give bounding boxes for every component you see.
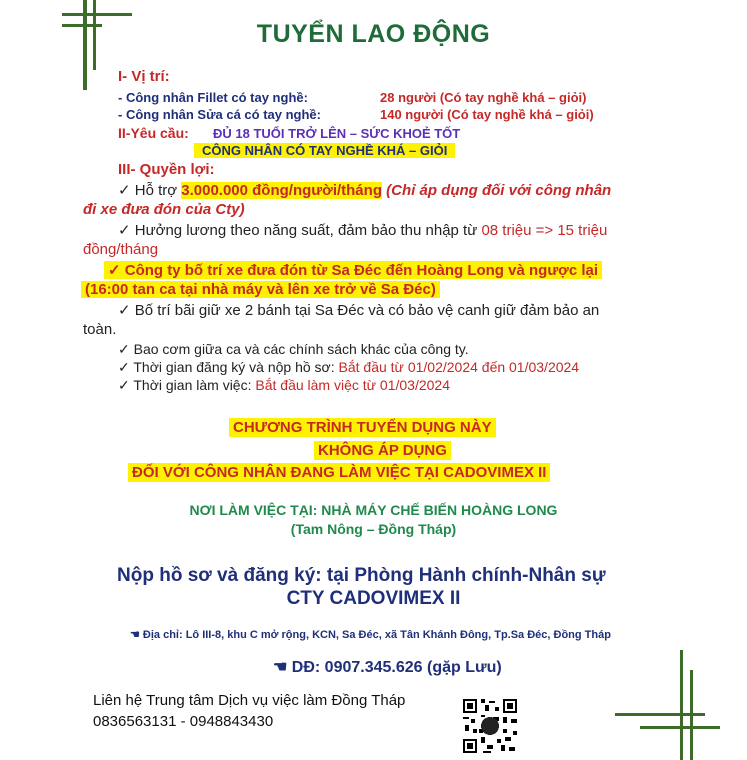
frame-bar bbox=[62, 13, 132, 16]
requirements-heading: II-Yêu cầu: bbox=[118, 125, 189, 141]
benefit-support bbox=[118, 181, 611, 199]
notice-line-1: CHƯƠNG TRÌNH TUYỂN DỤNG NÀY bbox=[229, 418, 496, 437]
notice-line-3: ĐỐI VỚI CÔNG NHÂN ĐANG LÀM VIỆC TẠI CADOVIMEX II bbox=[128, 463, 550, 482]
benefit-meals: ✓ Bao cơm giữa ca và các chính sách khác của công ty. bbox=[118, 341, 469, 357]
apply-line-2: CTY CADOVIMEX II bbox=[286, 588, 461, 609]
position-role-2: - Công nhân Sửa cá có tay nghề: bbox=[118, 107, 321, 122]
frame-bar bbox=[615, 713, 705, 716]
page-title: TUYỂN LAO ĐỘNG bbox=[256, 20, 491, 48]
contact-line-1: Liên hệ Trung tâm Dịch vụ việc làm Đồng Tháp bbox=[93, 692, 406, 709]
frame-bar bbox=[680, 650, 683, 760]
phone: ☚ DĐ: 0907.345.626 (gặp Lưu) bbox=[273, 659, 502, 676]
benefit-work-time bbox=[118, 377, 450, 394]
frame-bar bbox=[640, 726, 720, 729]
benefit-bus-2: (16:00 tan ca tại nhà máy và lên xe trở về Sa Đéc) bbox=[81, 281, 440, 298]
support-prefix: ✓ Hỗ trợ bbox=[118, 182, 178, 199]
work-value: Bắt đầu làm việc từ 01/03/2024 bbox=[255, 377, 450, 393]
register-value: Bắt đầu từ 01/02/2024 đến 01/03/2024 bbox=[338, 359, 580, 375]
support-amount: 3.000.000 đồng/người/tháng bbox=[181, 182, 382, 199]
support-note-2: đi xe đưa đón của Cty) bbox=[83, 201, 245, 218]
benefit-parking-2: toàn. bbox=[83, 321, 117, 338]
requirements-line-1: ĐỦ 18 TUỔI TRỞ LÊN – SỨC KHOẺ TỐT bbox=[213, 126, 461, 141]
workplace-line-2: (Tam Nông – Đồng Tháp) bbox=[290, 521, 457, 537]
benefit-salary bbox=[118, 221, 607, 239]
contact-line-2: 0836563131 - 0948843430 bbox=[93, 713, 274, 730]
notice-line-2: KHÔNG ÁP DỤNG bbox=[314, 441, 451, 460]
address: ☚ Địa chỉ: Lô III-8, khu C mở rộng, KCN, Sa Đéc, xã Tân Khánh Đông, Tp.Sa Đéc, Đồng Tháp bbox=[130, 629, 611, 641]
qr-code-icon bbox=[461, 697, 519, 755]
benefit-bus-1: ✓ Công ty bố trí xe đưa đón từ Sa Đéc đến Hoàng Long và ngược lại bbox=[104, 261, 602, 279]
requirements-line-2: CÔNG NHÂN CÓ TAY NGHỀ KHÁ – GIỎI bbox=[194, 143, 455, 158]
salary-range: 08 triệu => 15 triệu bbox=[481, 222, 608, 239]
support-note: (Chỉ áp dụng đối với công nhân bbox=[386, 182, 612, 199]
position-heading: I- Vị trí: bbox=[118, 68, 170, 85]
position-role-1: - Công nhân Fillet có tay nghề: bbox=[118, 90, 308, 105]
benefit-register bbox=[118, 359, 579, 376]
benefits-heading: III- Quyền lợi: bbox=[118, 161, 215, 178]
position-count-2: 140 người (Có tay nghề khá – giỏi) bbox=[380, 107, 594, 122]
apply-line-1: Nộp hồ sơ và đăng ký: tại Phòng Hành chính-Nhân sự bbox=[117, 565, 606, 586]
workplace-line-1: NƠI LÀM VIỆC TẠI: NHÀ MÁY CHẾ BIẾN HOÀNG LONG bbox=[189, 502, 558, 518]
position-count-1: 28 người (Có tay nghề khá – giỏi) bbox=[380, 90, 587, 105]
benefit-parking-1: ✓ Bố trí bãi giữ xe 2 bánh tại Sa Đéc và có bảo vệ canh giữ đảm bảo an bbox=[118, 302, 600, 319]
salary-range-2: đồng/tháng bbox=[83, 241, 159, 258]
work-label: ✓ Thời gian làm việc: bbox=[118, 377, 252, 393]
salary-text: ✓ Hưởng lương theo năng suất, đảm bảo thu nhập từ bbox=[118, 222, 478, 239]
register-label: ✓ Thời gian đăng ký và nộp hồ sơ: bbox=[118, 359, 335, 375]
